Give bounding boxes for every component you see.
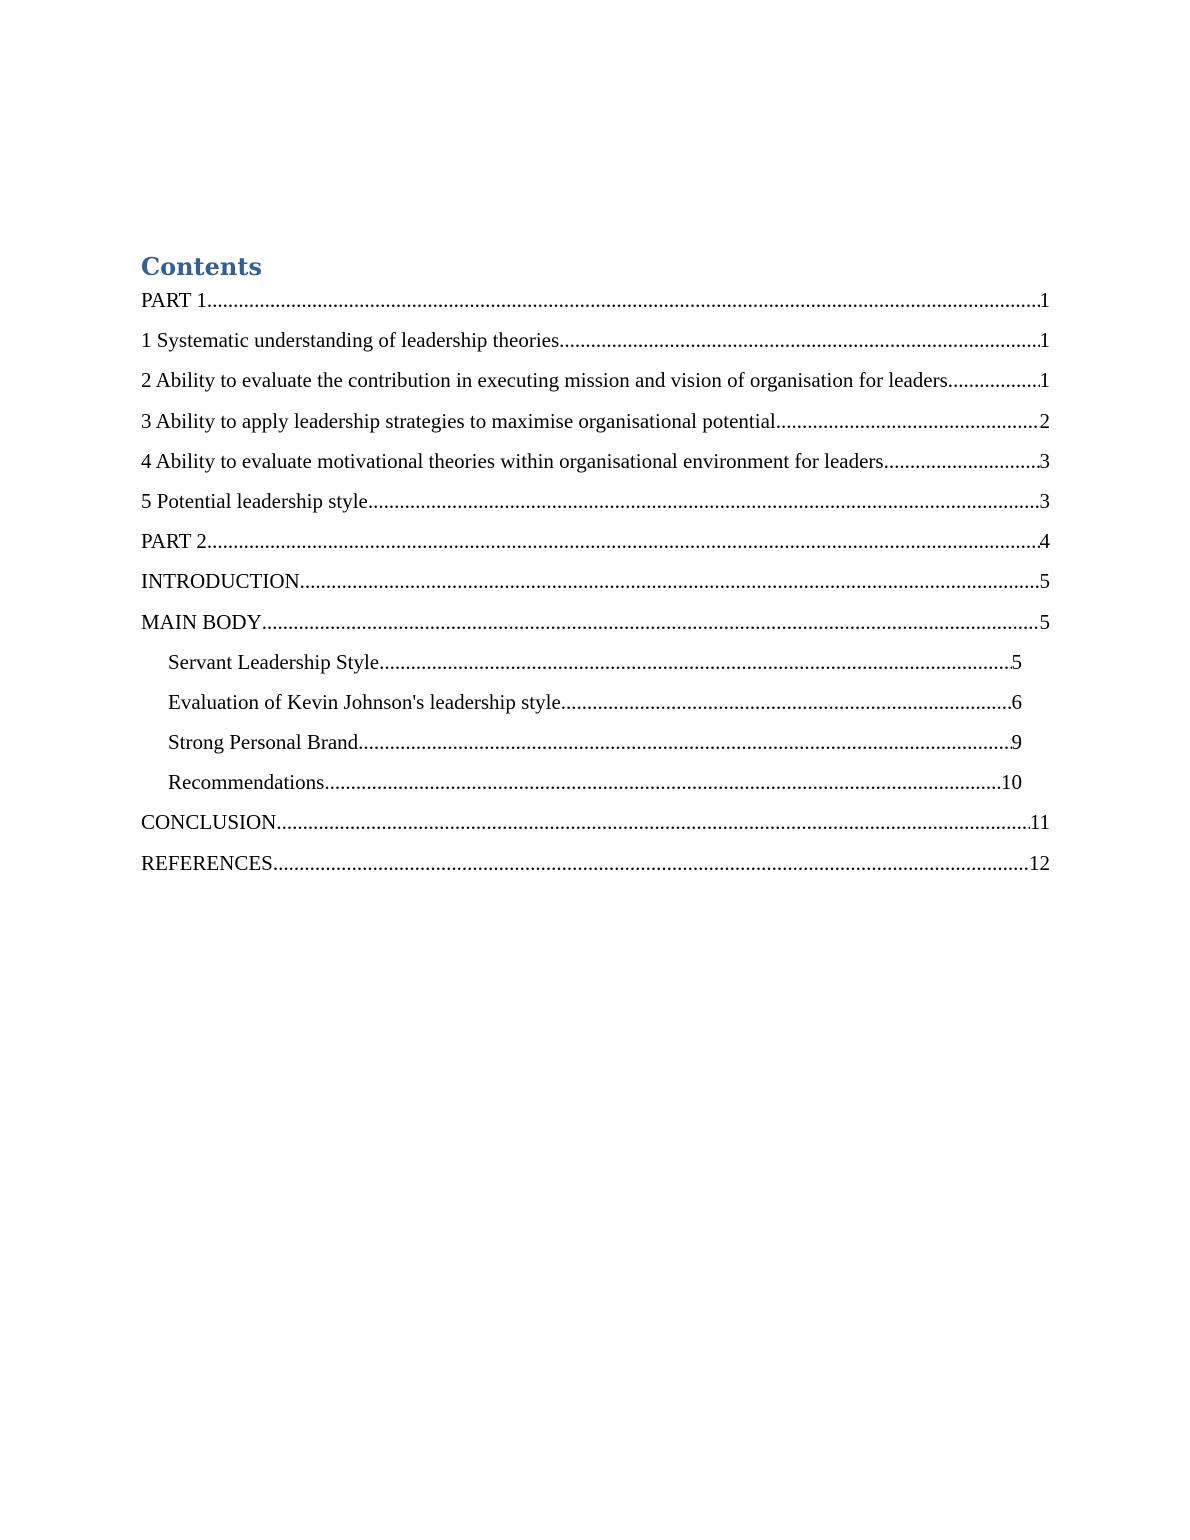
toc-subentry-link[interactable] xyxy=(168,766,1022,798)
toc-entry-title: 5 Potential leadership style xyxy=(141,488,368,513)
toc-subentry xyxy=(0,686,1190,726)
toc-dot-leader xyxy=(358,726,1011,758)
toc-entry-page: 9 xyxy=(1011,730,1022,755)
toc-dot-leader xyxy=(561,686,1012,718)
toc-entry-link[interactable] xyxy=(141,565,1050,597)
toc-entry-page: 12 xyxy=(1029,850,1050,875)
toc-entry-page: 10 xyxy=(1001,770,1022,795)
toc-entry-page: 11 xyxy=(1029,810,1050,835)
toc-dot-leader xyxy=(379,646,1011,678)
toc-entry-link[interactable] xyxy=(141,806,1050,838)
toc-entry xyxy=(0,565,1190,605)
toc-entry-page: 5 xyxy=(1039,609,1050,634)
toc-entry-page: 1 xyxy=(1039,288,1050,312)
toc-entry xyxy=(0,525,1190,565)
toc-entry-page: 6 xyxy=(1011,689,1022,714)
toc-entry-title: MAIN BODY xyxy=(141,609,262,634)
toc-dot-leader xyxy=(207,525,1040,557)
toc-dot-leader xyxy=(207,284,1040,316)
toc-entry-page: 2 xyxy=(1039,408,1050,433)
toc-entry-title: Evaluation of Kevin Johnson's leadership style xyxy=(168,689,561,714)
toc-entry-page: 1 xyxy=(1039,328,1050,353)
toc-subentry-link[interactable] xyxy=(168,686,1022,718)
toc-entry-page: 5 xyxy=(1039,569,1050,594)
toc-subentry xyxy=(0,726,1190,766)
toc-entry-link[interactable] xyxy=(141,445,1050,477)
toc-entry-link[interactable] xyxy=(141,525,1050,557)
table-of-contents xyxy=(0,284,1190,887)
toc-subentry-link[interactable] xyxy=(168,646,1022,678)
toc-entry xyxy=(0,284,1190,324)
toc-entry-title: 2 Ability to evaluate the contribution in executing mission and vision of organisation for leaders xyxy=(141,368,948,393)
toc-dot-leader xyxy=(273,847,1029,879)
toc-dot-leader xyxy=(884,445,1040,477)
toc-entry-page: 4 xyxy=(1039,529,1050,554)
toc-entry-link[interactable] xyxy=(141,485,1050,517)
toc-entry xyxy=(0,364,1190,404)
toc-entry xyxy=(0,847,1190,887)
toc-entry-title: Strong Personal Brand xyxy=(168,730,359,755)
toc-entry xyxy=(0,806,1190,846)
toc-dot-leader xyxy=(324,766,1001,798)
toc-entry xyxy=(0,445,1190,485)
toc-heading: Contents xyxy=(141,252,262,281)
toc-entry xyxy=(0,324,1190,364)
toc-dot-leader xyxy=(276,806,1029,838)
toc-entry-page: 1 xyxy=(1039,368,1050,393)
toc-entry-page: 5 xyxy=(1011,649,1022,674)
toc-dot-leader xyxy=(368,485,1040,517)
toc-entry-title: 4 Ability to evaluate motivational theories within organisational environment for leaders xyxy=(141,448,884,473)
toc-entry-page: 3 xyxy=(1039,488,1050,513)
toc-entry-title: 1 Systematic understanding of leadership theories xyxy=(141,328,560,353)
toc-dot-leader xyxy=(559,324,1039,356)
toc-entry-link[interactable] xyxy=(141,324,1050,356)
toc-entry-link[interactable] xyxy=(141,364,1050,396)
toc-entry-link[interactable] xyxy=(141,405,1050,437)
toc-entry xyxy=(0,606,1190,646)
toc-dot-leader xyxy=(776,405,1040,437)
toc-entry xyxy=(0,405,1190,445)
toc-subentry xyxy=(0,766,1190,806)
toc-entry-title: Servant Leadership Style xyxy=(168,649,380,674)
toc-entry-title: CONCLUSION xyxy=(141,810,277,835)
toc-entry-link[interactable] xyxy=(141,284,1050,316)
toc-entry-link[interactable] xyxy=(141,847,1050,879)
toc-entry-title: PART 2 xyxy=(141,529,207,554)
toc-entry-page: 3 xyxy=(1039,448,1050,473)
toc-entry-title: 3 Ability to apply leadership strategies to maximise organisational potential xyxy=(141,408,776,433)
toc-dot-leader xyxy=(300,565,1040,597)
toc-entry-link[interactable] xyxy=(141,606,1050,638)
toc-dot-leader xyxy=(262,606,1040,638)
toc-subentry-link[interactable] xyxy=(168,726,1022,758)
toc-subentry xyxy=(0,646,1190,686)
toc-dot-leader xyxy=(948,364,1040,396)
toc-entry-title: INTRODUCTION xyxy=(141,569,300,594)
toc-entry-title: Recommendations xyxy=(168,770,325,795)
toc-entry-title: REFERENCES xyxy=(141,850,273,875)
toc-entry xyxy=(0,485,1190,525)
toc-entry-title: PART 1 xyxy=(141,288,207,312)
